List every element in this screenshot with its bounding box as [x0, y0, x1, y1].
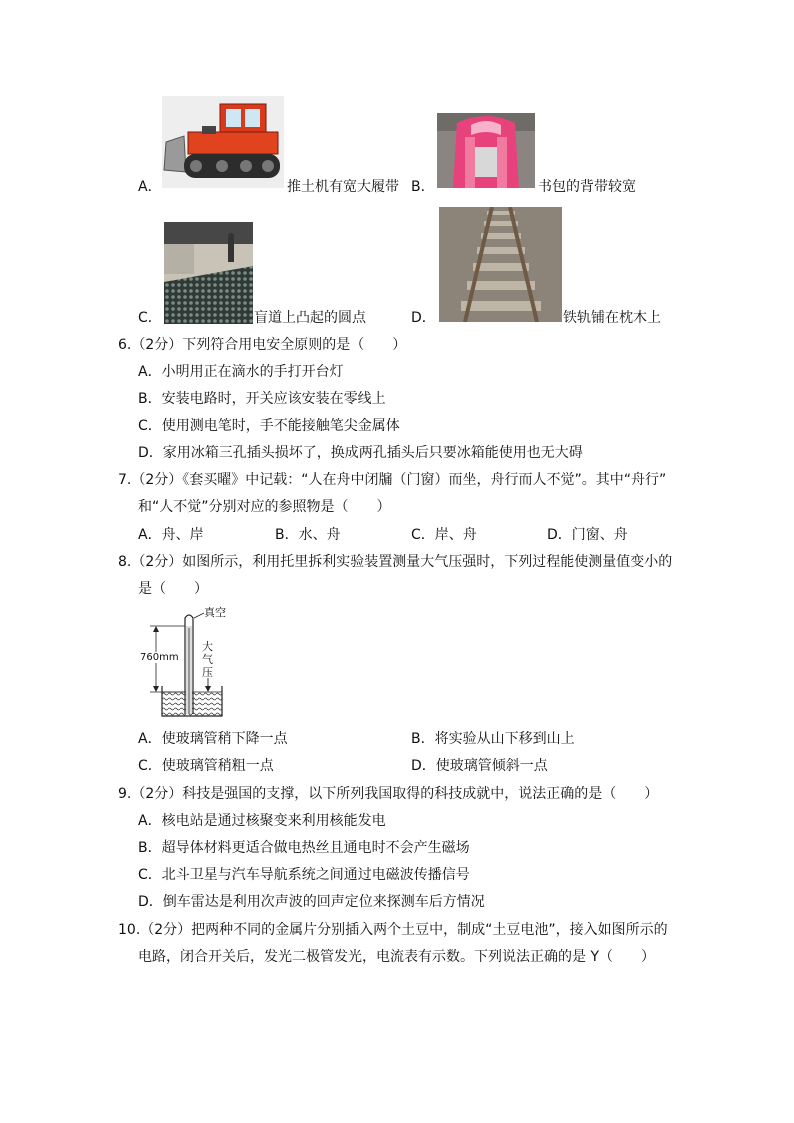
q9-option-c: C．北斗卫星与汽车导航系统之间通过电磁波传播信号 [138, 867, 470, 883]
q5-option-c-letter: C． [138, 310, 162, 326]
q8-option-c: C．使玻璃管稍粗一点 [138, 758, 274, 774]
q5-option-c-text: 盲道上凸起的圆点 [254, 310, 366, 326]
schoolbag-image [437, 113, 535, 188]
q6-option-d: D．家用冰箱三孔插头损坏了，换成两孔插头后只要冰箱能使用也无大碍 [138, 445, 583, 461]
atm-char-3: 压 [202, 666, 213, 679]
railway-track-image [439, 207, 562, 322]
q5-option-a-text: 推土机有宽大履带 [287, 179, 399, 195]
q9-stem: 9.（2分）科技是强国的支撑，以下所列我国取得的科技成就中，说法正确的是（ ） [118, 786, 659, 802]
q10-stem-line2: 电路，闭合开关后，发光二极管发光，电流表有示数。下列说法正确的是 Y（ ） [138, 949, 655, 965]
q6-option-c: C．使用测电笔时，手不能接触笔尖金属体 [138, 418, 400, 434]
q6-option-b: B．安装电路时，开关应该安装在零线上 [138, 391, 386, 407]
q8-stem-line1: 8.（2分）如图所示，利用托里拆利实验装置测量大气压强时，下列过程能使测量值变小的 [118, 554, 673, 570]
q7-option-d: D．门窗、舟 [547, 527, 628, 543]
q7-option-b: B．水、舟 [275, 527, 341, 543]
q8-option-a: A．使玻璃管稍下降一点 [138, 731, 288, 747]
atm-char-2: 气 [202, 653, 213, 666]
q9-option-b: B．超导体材料更适合做电热丝且通电时不会产生磁场 [138, 840, 470, 856]
q7-option-c: C．岸、舟 [411, 527, 477, 543]
q8-option-b: B．将实验从山下移到山上 [411, 731, 575, 747]
q5-option-a-letter: A． [138, 179, 162, 195]
q10-stem-line1: 10.（2分）把两种不同的金属片分别插入两个土豆中，制成“土豆电池”，接入如图所示的 [118, 922, 668, 938]
q7-stem-line1: 7.（2分）《套买曜》中记载：“人在舟中闭牖（门窗）而坐，舟行而人不觉”。其中“舟行” [118, 472, 667, 488]
q5-option-b-text: 书包的背带较宽 [538, 179, 636, 195]
vacuum-label: 真空 [204, 606, 226, 619]
q7-stem-line2: 和“人不觉”分别对应的参照物是（ ） [138, 499, 391, 515]
q8-stem-line2: 是（ ） [138, 581, 208, 597]
q7-option-a: A．舟、岸 [138, 527, 204, 543]
q5-option-d-text: 铁轨铺在枕木上 [563, 310, 661, 326]
atm-char-1: 大 [202, 640, 213, 653]
q6-stem: 6.（2分）下列符合用电安全原则的是（ ） [118, 337, 407, 353]
height-label: 760mm [140, 652, 179, 663]
torricelli-figure [138, 606, 234, 722]
q9-option-d: D．倒车雷达是利用次声波的回声定位来探测车后方情况 [138, 894, 485, 910]
q5-option-d-letter: D． [411, 310, 436, 326]
tactile-paving-image [164, 222, 253, 324]
q5-option-b-letter: B． [411, 179, 435, 195]
q9-option-a: A．核电站是通过核聚变来利用核能发电 [138, 813, 386, 829]
q8-option-d: D．使玻璃管倾斜一点 [411, 758, 548, 774]
bulldozer-image [162, 96, 284, 188]
q6-option-a: A．小明用正在滴水的手打开台灯 [138, 364, 344, 380]
